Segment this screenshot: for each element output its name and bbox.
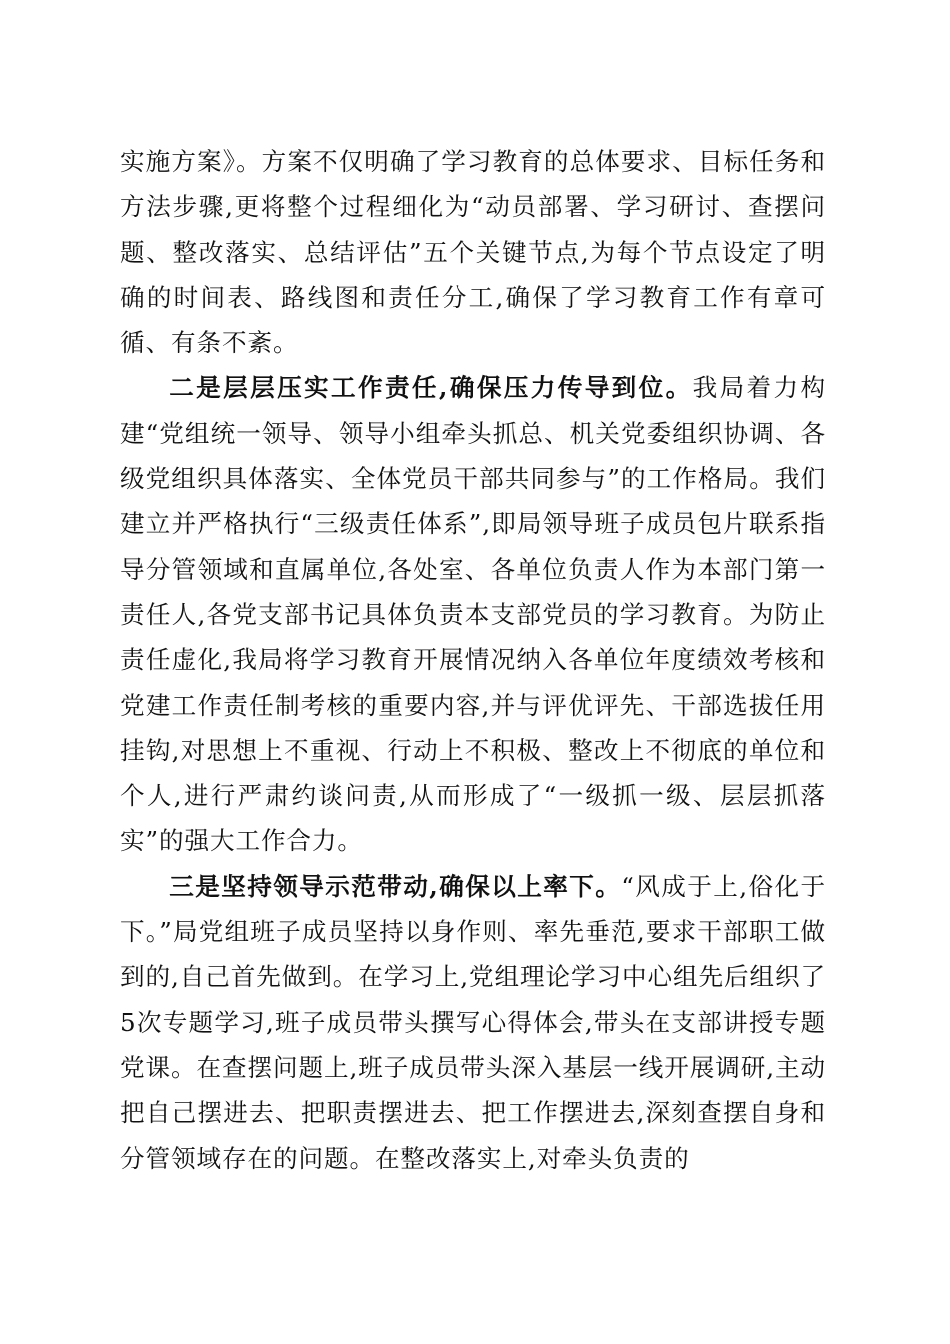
paragraph-2-text: 我局着力构建“党组统一领导、领导小组牵头抓总、机关党委组织协调、各级党组织具体落实、全体党员干部共同参与”的工作格局。我们建立并严格执行“三级责任体系”,即局领导班子成员包片联系指导分管领域和直属单位,各处室、各单位负责人作为本部门第一责任人,各党支部书记具体负责本支部党员的学习教育。为防止责任虚化,我局将学习教育开展情况纳入各单位年度绩效考核和党建工作责任制考核的重要内容,并与评优评先、干部选拔任用挂钩,对思想上不重视、行动上不积极、整改上不彻底的单位和个人,进行严肃约谈问责,从而形成了“一级抓一级、层层抓落实”的强大工作合力。 [120,373,826,856]
paragraph-1 [120,139,826,365]
body-text [120,139,826,1181]
paragraph-2-lead: 二是层层压实工作责任,确保压力传导到位。 [169,373,693,403]
paragraph-2 [120,365,826,863]
paragraph-3 [120,864,826,1181]
paragraph-3-text: “风成于上,俗化于下。”局党组班子成员坚持以身作则、率先垂范,要求干部职工做到的,自己首先做到。在学习上,党组理论学习中心组先后组织了5次专题学习,班子成员带头撰写心得体会,带头在支部讲授专题党课。在查摆问题上,班子成员带头深入基层一线开展调研,主动把自己摆进去、把职责摆进去、把工作摆进去,深刻查摆自身和分管领域存在的问题。在整改落实上,对牵头负责的 [120,871,827,1173]
paragraph-1-text: 实施方案》。方案不仅明确了学习教育的总体要求、目标任务和方法步骤,更将整个过程细化为“动员部署、学习研讨、查摆问题、整改落实、总结评估”五个关键节点,为每个节点设定了明确的时间表、路线图和责任分工,确保了学习教育工作有章可循、有条不紊。 [120,147,826,358]
paragraph-3-lead: 三是坚持领导示范带动,确保以上率下。 [169,871,622,901]
